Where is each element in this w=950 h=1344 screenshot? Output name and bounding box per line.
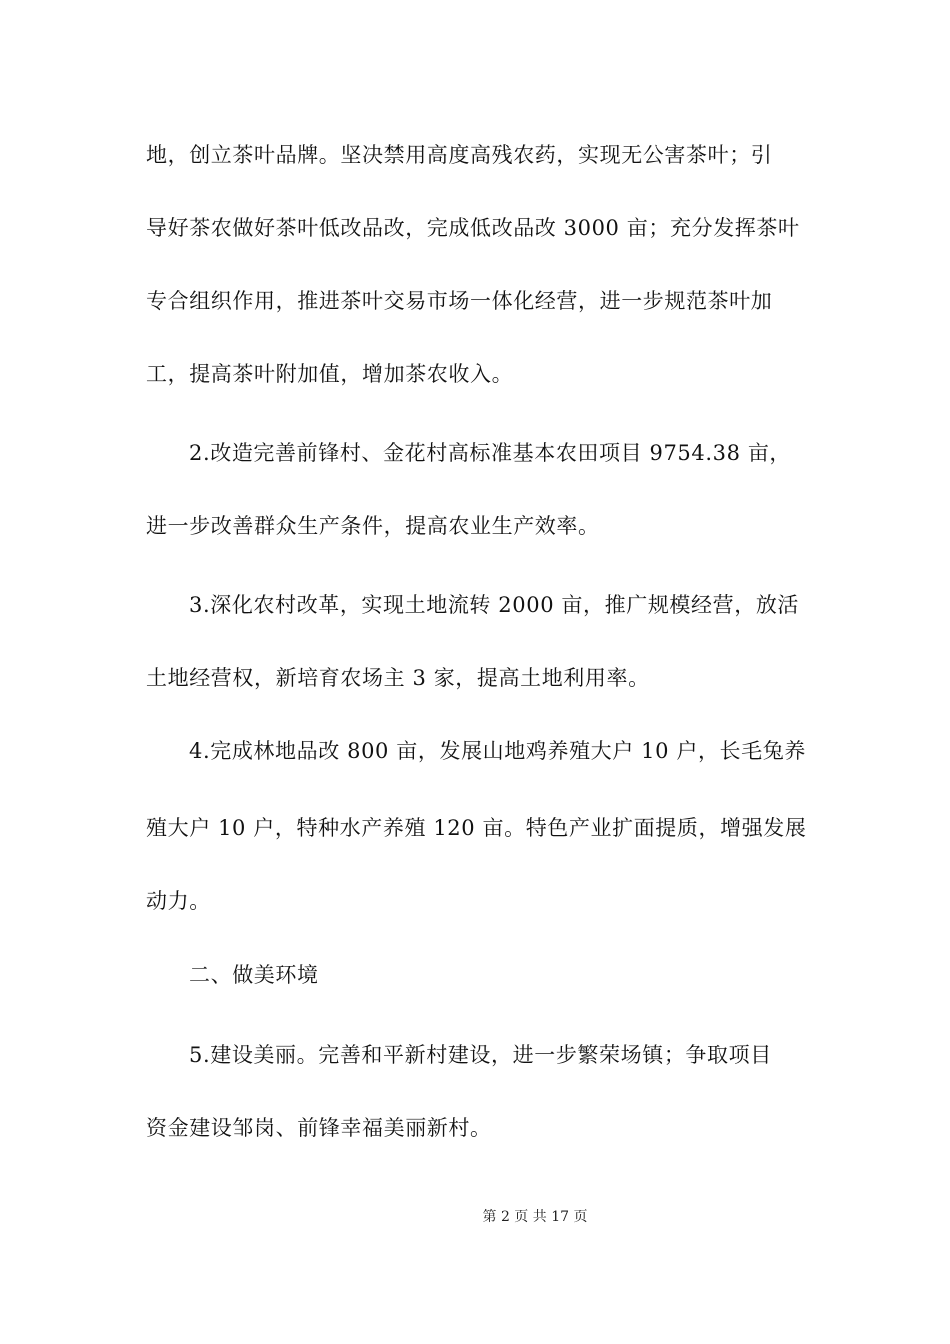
paragraph-line: 3.深化农村改革，实现土地流转 2000 亩，推广规模经营，放活 [189,593,800,617]
paragraph-line: 2.改造完善前锋村、金花村高标准基本农田项目 9754.38 亩， [189,441,792,465]
paragraph-line: 工，提高茶叶附加值，增加茶农收入。 [146,362,514,386]
paragraph-line: 4.完成林地品改 800 亩，发展山地鸡养殖大户 10 户，长毛兔养 [189,739,806,763]
paragraph-line: 土地经营权，新培育农场主 3 家，提高土地利用率。 [146,666,650,690]
section-heading: 二、做美环境 [189,963,319,987]
paragraph-line: 资金建设邹岗、前锋幸福美丽新村。 [146,1116,492,1140]
paragraph-line: 进一步改善群众生产条件，提高农业生产效率。 [146,514,600,538]
paragraph-line: 殖大户 10 户，特种水产养殖 120 亩。特色产业扩面提质，增强发展 [146,816,807,840]
paragraph-line: 5.建设美丽。完善和平新村建设，进一步繁荣场镇；争取项目 [189,1043,772,1067]
page-number-footer: 第 2 页 共 17 页 [482,1209,588,1225]
paragraph-line: 专合组织作用，推进茶叶交易市场一体化经营，进一步规范茶叶加 [146,289,773,313]
paragraph-line: 导好茶农做好茶叶低改品改，完成低改品改 3000 亩；充分发挥茶叶 [146,216,800,240]
paragraph-line: 地，创立茶叶品牌。坚决禁用高度高残农药，实现无公害茶叶；引 [146,143,773,167]
paragraph-line: 动力。 [146,889,211,913]
